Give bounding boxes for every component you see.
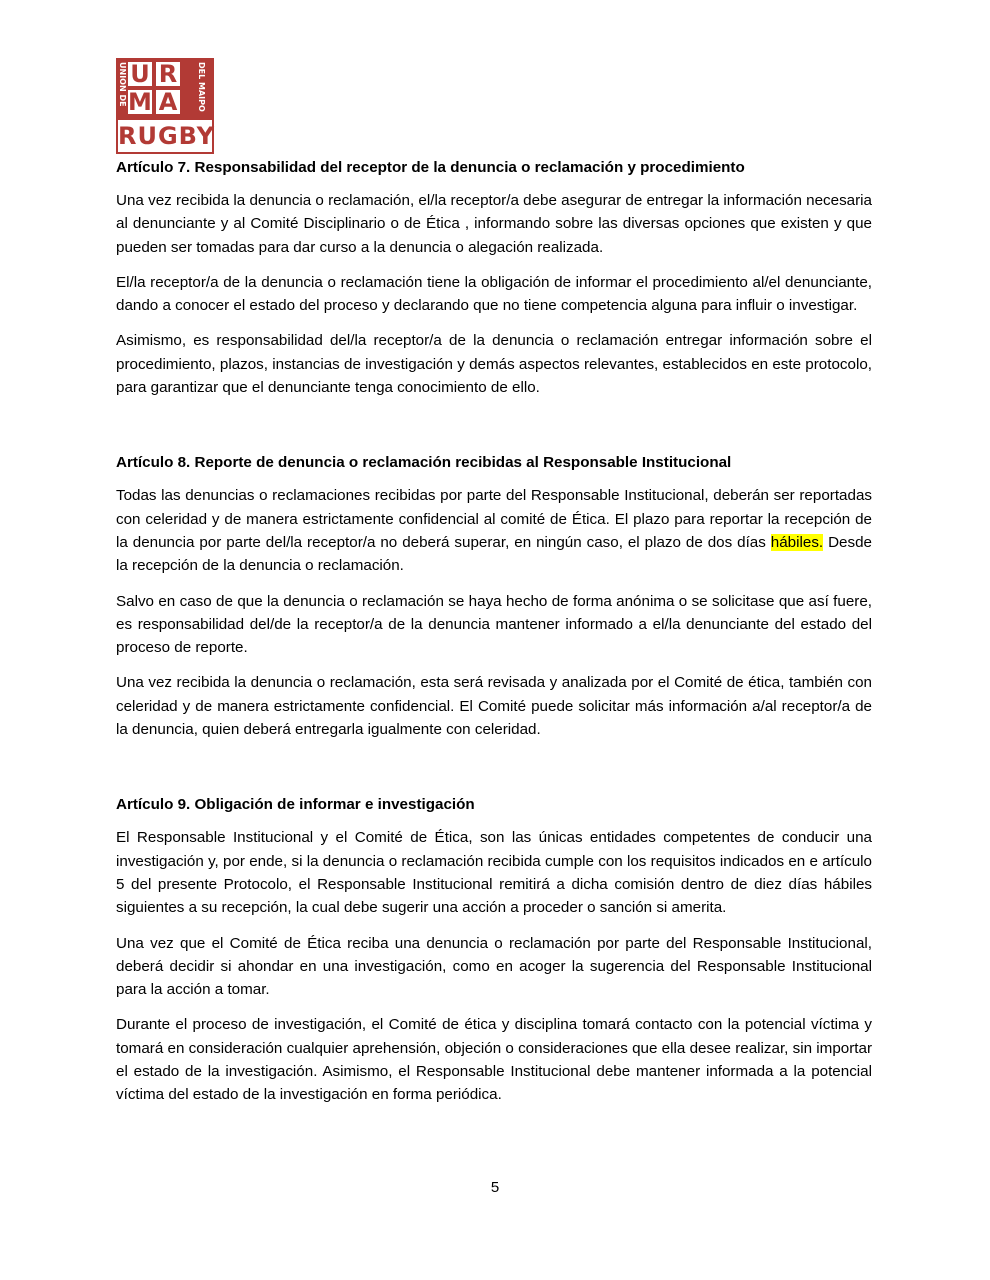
logo-letter-m: M — [128, 88, 152, 116]
logo-side-left: UNION DE — [118, 62, 127, 107]
page-number: 5 — [490, 1179, 500, 1196]
article-8-paragraph-1 — [116, 484, 872, 577]
article-9-paragraph-2: Una vez que el Comité de Ética reciba una denuncia o reclamación por parte del Responsable Institucional, deberá decidir si ahondar en una investigación, como en acoger la sugerencia del Responsable Institucional para la acción a tomar. — [116, 934, 872, 999]
article-7-paragraph-3: Asimismo, es responsabilidad del/la receptor/a de la denuncia o reclamación entregar información sobre el procedimiento, plazos, instancias de investigación y demás aspectos relevantes, establecidos en este protocolo, para garantizar que el denunciante tenga conocimiento de ello. — [116, 332, 872, 397]
article-7-paragraph-1: Una vez recibida la denuncia o reclamación, el/la receptor/a debe asegurar de entregar la información necesaria al denunciante y al Comité Disciplinario o de Ética , informando sobre las diversas opciones que existen y que pueden ser tomadas para dar curso a la denuncia o alegación realizada. — [116, 192, 872, 256]
section-spacer — [116, 411, 872, 447]
highlighted-text: hábiles. — [770, 533, 824, 551]
logo-letter-u: U — [128, 62, 152, 86]
logo-letter-a: A — [156, 90, 180, 114]
article-8-paragraph-3: Una vez recibida la denuncia o reclamación, esta será revisada y analizada por el Comité de ética, también con celeridad y de manera estrictamente confidencial. El Comité puede solicitar más información a/al receptor/a de la denuncia, quien deberá entregarla igualmente con celeridad. — [116, 674, 872, 739]
article-9-heading: Artículo 9. Obligación de informar e investigación — [116, 796, 475, 814]
section-spacer — [116, 753, 872, 789]
article-7-heading: Artículo 7. Responsabilidad del receptor de la denuncia o reclamación y procedimiento — [116, 159, 745, 176]
logo-rugby: RUGBY — [118, 122, 216, 150]
logo-side-right: DEL MAIPO — [197, 62, 206, 112]
article-8-paragraph-2: Salvo en caso de que la denuncia o reclamación se haya hecho de forma anónima o se solicitase que así fuere, es responsabilidad del/de la receptor/a de la denuncia mantener informado a el/la denunciante del estado del proceso de reporte. — [116, 592, 872, 657]
document-body — [116, 152, 872, 1119]
logo-letter-r: R — [156, 62, 180, 86]
article-9-paragraph-1: El Responsable Institucional y el Comité de Ética, son las únicas entidades competentes de conducir una investigación y, por ende, si la denuncia o reclamación recibida cumple con los requisitos indicados en e artículo 5 del presente Protocolo, el Responsable Institucional remitirá a dicha comisión dentro de diez días hábiles siguientes a su recepción, la cual debe sugerir una acción a proceder o sanción si amerita. — [116, 829, 872, 917]
article-7-paragraph-2: El/la receptor/a de la denuncia o reclamación tiene la obligación de informar el procedimiento al/el denunciante, dando a conocer el estado del proceso y declarando que no tiene competencia alguna para influir o investigar. — [116, 273, 872, 315]
article-8-p1-text-end: Desde la recepción de la denuncia o reclamación. — [116, 533, 872, 575]
article-8-heading: Artículo 8. Reporte de denuncia o reclamación recibidas al Responsable Institucional — [116, 454, 732, 472]
article-8-p1-text: Todas las denuncias o reclamaciones recibidas por parte del Responsable Institucional, deberán ser reportadas con celeridad y de manera estrictamente confidencial al comité de Ética. El plazo para reportar la recepción de la denuncia por parte del/la receptor/a no deberá superar, en ningún caso, el plazo de dos días — [116, 487, 872, 551]
article-9-paragraph-3: Durante el proceso de investigación, el Comité de ética y disciplina tomará contacto con la potencial víctima y tomará en consideración cualquier aprehensión, objeción o consideraciones que ella desee realizar, sin importar el estado de la investigación. Asimismo, el Responsable Institucional debe mantener informada a la potencial víctima del estado de la investigación en forma periódica. — [116, 1016, 872, 1104]
urma-logo — [116, 58, 214, 154]
